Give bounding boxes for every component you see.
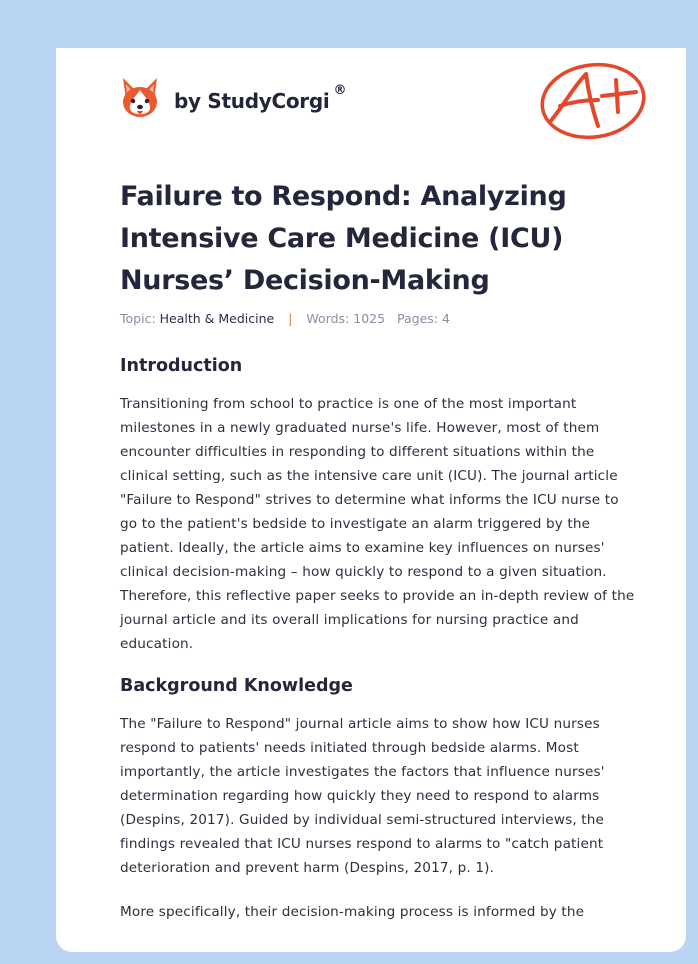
words-value: 1025 [353,311,386,326]
introduction-heading: Introduction [120,356,243,376]
essay-meta [120,311,450,326]
introduction-paragraph: Transitioning from school to practice is one of the most important milestones in a newly graduated nurse's life. However, most of them encounter difficulties in responding to different situations within the clinical setting, such as the intensive care unit (ICU). The journal article "Failure to Respond" strives to determine what informs the ICU nurse to go to the patient's bedside to investigate an alarm triggered by the patient. Ideally, the article aims to examine key influences on nurses' clinical decision-making – how quickly to respond to a given situation. Therefore, this reflective paper seeks to provide an in-depth review of the journal article and its overall implications for nursing practice and education. [120,396,635,652]
meta-separator: | [288,311,293,326]
topic-label: Topic: [120,311,156,326]
a-plus-grade-badge [538,60,650,142]
background-heading: Background Knowledge [120,676,353,696]
background-paragraph-1: The "Failure to Respond" journal article aims to show how ICU nurses respond to patients' needs initiated through bedside alarms. Most importantly, the article investigates the factors that influence nurses' determination regarding how quickly they need to respond to alarms (Despins, 2017). Guided by individual semi-structured interviews, the findings revealed that ICU nurses respond to alarms to "catch patient deterioration and prevent harm (Despins, 2017, p. 1). [120,716,605,876]
pages-value: 4 [441,311,450,326]
topic-link[interactable]: Health & Medicine [159,311,275,326]
grade-text: A+ [538,60,540,61]
registered-mark: ® [333,83,347,98]
document-page [56,48,686,952]
pages-label: Pages: [397,311,438,326]
page-title: Failure to Respond: Analyzing Intensive Care Medicine (ICU) Nurses’ Decision-Making [120,181,567,296]
brand-name: by StudyCorgi ® [174,83,347,113]
essay-body [120,354,640,924]
words-label: Words: [306,311,350,326]
corgi-icon [120,76,160,120]
background-paragraph-2: More specifically, their decision-making process is informed by the [120,904,585,920]
studycorgi-logo[interactable] [120,76,346,120]
